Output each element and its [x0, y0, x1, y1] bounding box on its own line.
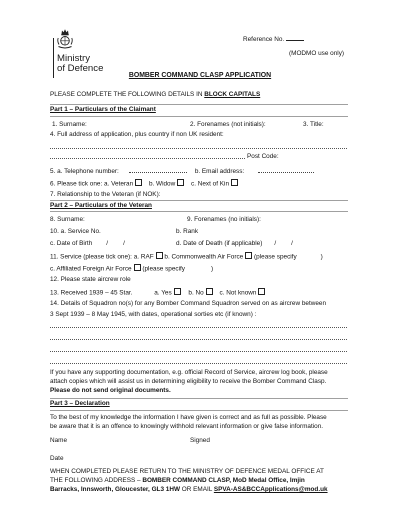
- rank-label: b. Rank: [176, 228, 199, 235]
- next-of-kin-checkbox: [231, 179, 238, 186]
- option-next-of-kin: c. Next of Kin: [191, 180, 230, 188]
- royal-crest-icon: [56, 28, 74, 50]
- reference-label: Reference No.: [243, 36, 285, 43]
- date-separator: /: [123, 240, 125, 247]
- date-separator: /: [106, 240, 109, 247]
- reference-number-field: [243, 34, 304, 42]
- affiliated-row: [50, 264, 213, 272]
- modmo-note: (MODMO use only): [289, 50, 345, 57]
- part3-heading: Part 3 – Declaration: [50, 400, 110, 407]
- declaration-line1: To the best of my knowledge the information I have given is correct and as full as possible. Please: [50, 414, 327, 421]
- instruction-text: PLEASE COMPLETE THE FOLLOWING DETAILS IN: [50, 91, 203, 98]
- return-address-bold: BOMBER COMMAND CLASP, MoD Medal Office, Imjin: [142, 477, 305, 484]
- return-address-prefix: THE FOLLOWING ADDRESS –: [50, 477, 141, 484]
- service-type-row: [50, 252, 323, 260]
- option-widow: b. Widow: [148, 180, 176, 188]
- part2-heading: Part 2 – Particulars of the Veteran: [50, 202, 152, 209]
- divider: [50, 104, 348, 105]
- squadron-details-line2: 3 Sept 1939 – 8 May 1945, with dates, operational sorties etc (if known) :: [50, 311, 257, 318]
- affiliated-checkbox: [134, 264, 141, 271]
- address-line-2: [50, 158, 245, 159]
- date-of-birth-label: c. Date of Birth: [50, 240, 93, 247]
- date-separator: /: [274, 240, 277, 247]
- specify-open: (please specify: [142, 265, 185, 273]
- claimant-name-row: [50, 121, 348, 129]
- email-fill: [258, 167, 314, 173]
- logo-text-line1: Ministry: [57, 53, 91, 64]
- supporting-docs-line2: attach copies which will assist us in determining eligibility to receive the Bomber Command Clasp.: [50, 378, 327, 385]
- address-label: 4. Full address of application, plus country if non UK resident:: [50, 131, 224, 138]
- specify-close: ): [211, 265, 214, 273]
- dates-row: [50, 240, 348, 248]
- service-row: [50, 228, 348, 236]
- specify-close: ): [320, 253, 323, 261]
- reference-blank: [286, 34, 304, 41]
- logo-text-line2: of Defence: [57, 63, 104, 74]
- date-of-death-field: [176, 240, 293, 248]
- widow-checkbox: [177, 179, 184, 186]
- squadron-line-4: [50, 363, 347, 364]
- squadron-line-1: [50, 327, 347, 328]
- date-of-death-label: d. Date of Death (if applicable): [176, 240, 263, 247]
- squadron-line-3: [50, 351, 347, 352]
- supporting-docs-line1: If you have any supporting documentation, e.g. official Record of Service, aircrew log book, please: [50, 369, 328, 376]
- telephone-label: 5. a. Telephone number:: [50, 168, 119, 175]
- divider: [50, 211, 348, 212]
- star-row: [50, 288, 265, 296]
- option-raf: a. RAF: [133, 253, 154, 261]
- claimant-type-row: [50, 179, 238, 187]
- claimant-surname-label: 1. Surname:: [52, 121, 87, 128]
- signed-label: Signed: [190, 437, 210, 444]
- specify-open: (please specify: [254, 253, 297, 261]
- squadron-line-2: [50, 339, 347, 340]
- not-known-checkbox: [258, 288, 265, 295]
- claimant-title-label: 3. Title:: [303, 121, 324, 128]
- or-email-text: OR EMAIL: [181, 486, 213, 493]
- option-not-known: c. Not known: [219, 289, 257, 297]
- return-address-bold-cont: Barracks, Innsworth, Gloucester, GL3 1HW: [50, 486, 180, 493]
- name-label: Name: [50, 437, 68, 444]
- veteran-checkbox: [135, 179, 142, 186]
- no-checkbox: [206, 288, 213, 295]
- date-label: Date: [50, 455, 64, 462]
- instruction-line: [50, 91, 260, 99]
- form-title: BOMBER COMMAND CLASP APPLICATION: [128, 72, 272, 79]
- declaration-line2: be aware that it is an offence to knowingly withhold relevant information or give false information.: [50, 423, 324, 430]
- option-commonwealth: b. Commonwealth Air Force: [164, 253, 244, 261]
- date-of-birth-field: [50, 240, 125, 248]
- aircrew-role-label: 12. Please state aircrew role: [50, 276, 131, 283]
- tick-one-label: 6. Please tick one:: [50, 180, 103, 188]
- service-type-label: 11. Service (please tick one):: [50, 253, 132, 261]
- email-link[interactable]: SPVA-AS&BCCApplications@mod.uk: [213, 486, 328, 493]
- veteran-name-row: [50, 216, 348, 224]
- claimant-forenames-label: 2. Forenames (not initials):: [190, 121, 266, 128]
- divider: [50, 410, 348, 411]
- return-line2: [50, 477, 305, 485]
- instruction-emphasis: BLOCK CAPITALS: [204, 91, 261, 98]
- divider: [50, 398, 348, 399]
- date-separator: /: [291, 240, 293, 247]
- veteran-surname-label: 8. Surname:: [50, 216, 85, 223]
- relationship-label: 7. Relationship to the Veteran (if NOK):: [50, 191, 161, 198]
- return-line1: WHEN COMPLETED PLEASE RETURN TO THE MINISTRY OF DEFENCE MEDAL OFFICE AT: [50, 468, 324, 475]
- option-no: b. No: [188, 289, 204, 297]
- option-veteran: a. Veteran: [104, 180, 134, 188]
- signature-row: [50, 437, 348, 445]
- address-line-1: [50, 148, 347, 149]
- option-affiliated: c. Affiliated Foreign Air Force: [50, 265, 132, 273]
- divider: [50, 116, 348, 117]
- squadron-details-line1: 14. Details of Squadron no(s) for any Bomber Command Squadron served on as aircrew between: [50, 300, 327, 307]
- return-line3: [50, 486, 328, 494]
- veteran-forenames-label: 9. Forenames (no initials):: [187, 216, 261, 223]
- supporting-docs-warning: Please do not send original documents.: [50, 387, 171, 394]
- service-number-label: 10. a. Service No.: [50, 228, 101, 235]
- yes-checkbox: [174, 288, 181, 295]
- postcode-label: Post Code:: [247, 153, 279, 160]
- email-label: b. Email address:: [194, 168, 245, 175]
- part1-heading: Part 1 – Particulars of the Claimant: [50, 106, 156, 113]
- divider: [50, 200, 348, 201]
- option-yes: a. Yes: [154, 289, 172, 297]
- raf-checkbox: [156, 252, 163, 259]
- telephone-fill: [129, 167, 187, 173]
- contact-row: [50, 167, 314, 175]
- commonwealth-checkbox: [245, 252, 252, 259]
- star-label: 13. Received 1939 – 45 Star.: [50, 289, 133, 297]
